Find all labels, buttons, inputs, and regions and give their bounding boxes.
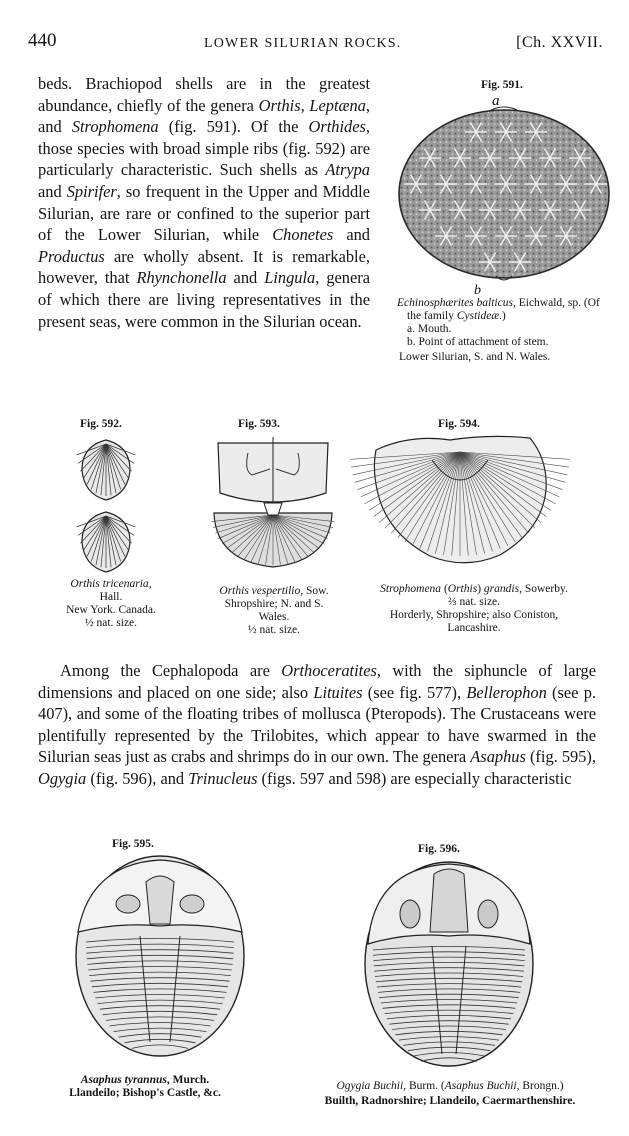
fig-592-orthis-illustration <box>76 436 136 576</box>
fig-593-locality-1: Shropshire; N. and S. <box>224 598 324 610</box>
fig-596-locality: Builth, Radnorshire; Llandeilo, Caermarthenshire. <box>324 1095 576 1107</box>
fig-593-orthis-vespertilio-illustration <box>208 433 338 573</box>
paragraph2-segment: Ogygia <box>38 768 87 788</box>
fig-592-label: Fig. 592. <box>80 418 122 430</box>
fig-594-author: , Sowerby. <box>519 583 568 595</box>
paragraph2-segment: Lituites <box>313 682 363 702</box>
paragraph1-segment: Orthis <box>258 95 301 115</box>
fig-594-locality-1: Horderly, Shropshire; also Coniston, <box>389 609 559 621</box>
fig-591-species-name: Echinosphærites balticus <box>397 297 513 309</box>
paragraph1-segment: , genera of which there are living representatives in the present seas, were common in the Silurian ocean. <box>38 268 370 331</box>
fig-594-species: grandis <box>483 583 520 595</box>
fig-592-size: ½ nat. size. <box>84 617 138 629</box>
fig-595-species: Asaphus tyrannus <box>80 1074 167 1086</box>
paragraph2-segment: Orthoceratites <box>281 661 377 680</box>
paragraph1-segment: Chonetes <box>272 225 334 245</box>
fig-592-species: Orthis tricenaria <box>70 578 149 590</box>
fig-592-author: Hall. <box>99 591 123 603</box>
fig-593-label: Fig. 593. <box>238 418 280 430</box>
fig-591-caption-close: .) <box>499 310 506 322</box>
running-title: LOWER SILURIAN ROCKS. <box>204 36 402 51</box>
paragraph1-segment: and <box>333 225 371 245</box>
chapter-label: [Ch. XXVII. <box>516 34 603 51</box>
page-header <box>28 30 603 56</box>
fig-593-size: ½ nat. size. <box>247 624 301 636</box>
fig-595-caption <box>40 1074 250 1100</box>
fig-594-locality-2: Lancashire. <box>447 622 501 634</box>
paragraph2-segment: Trinucleus <box>188 768 258 788</box>
paragraph1-segment: , so frequent in the Upper and Middle Silurian, are rare or confined to the superior part of the Lower Silurian, while <box>38 181 370 245</box>
paragraph2-segment: (see fig. 577), <box>362 682 467 702</box>
paragraph-2-text <box>38 660 596 790</box>
paragraph2-segment: Bellerophon <box>466 682 547 702</box>
paragraph2-segment: , with the siphuncle of large dimensions and placed on one side; also <box>38 661 596 702</box>
fig-594-strophomena-illustration <box>370 430 555 570</box>
paragraph1-segment: Lingula <box>264 268 316 288</box>
fig-591-family: Cystideæ <box>456 310 499 322</box>
fig-595-asaphus-trilobite-illustration <box>70 852 250 1062</box>
paragraph1-segment: Spirifer <box>66 181 117 201</box>
paragraph2-segment: Among the Cephalopoda are <box>60 661 282 680</box>
paragraph2-segment: (fig. 595), <box>525 747 596 767</box>
fig-596-ogygia-trilobite-illustration <box>360 858 538 1070</box>
fig-591-caption <box>397 297 607 364</box>
fig-591-key-b: b. Point of attachment of stem. <box>407 336 549 348</box>
paragraph1-segment: Productus <box>38 246 105 266</box>
paragraph1-segment: and <box>226 268 265 288</box>
paragraph1-segment: Rhynchonella <box>136 268 227 288</box>
paragraph1-segment: , and <box>38 95 370 137</box>
paragraph1-segment: Leptæna <box>309 95 366 115</box>
fig-593-caption <box>186 585 362 637</box>
paragraph2-segment: Asaphus <box>470 747 526 767</box>
fig-594-genus: Strophomena <box>380 583 442 595</box>
fig-591-key-a: a. Mouth. <box>407 323 452 335</box>
paragraph1-segment: Orthides <box>308 117 366 137</box>
paragraph1-segment: are wholly absent. It is remarkable, however, that <box>38 246 370 288</box>
paragraph1-segment: Strophomena <box>71 117 159 137</box>
fig-592-locality: New York. Canada. <box>66 604 156 616</box>
fig-594-genus-alt: Orthis <box>447 583 478 595</box>
fig-591-caption-rest: , Eichwald, sp. (Of the family <box>407 297 600 322</box>
fig-596-caption <box>300 1080 600 1108</box>
paragraph-brachiopods <box>38 73 370 332</box>
fig-596-species: Ogygia Buchii <box>336 1080 404 1092</box>
fig-593-locality-2: Wales. <box>258 611 290 623</box>
fig-591-label: Fig. 591. <box>481 79 523 91</box>
paragraph2-segment: (fig. 596), and <box>86 768 189 788</box>
fig-593-author: , Sow. <box>300 585 329 597</box>
fig-596-synonym: Asaphus Buchii <box>444 1080 517 1092</box>
fig-592-caption: Orthis tricenaria, Hall. New York. Canada. ½ nat. size. <box>36 578 186 630</box>
fig-593-species: Orthis vespertilio <box>219 585 301 597</box>
paragraph1-segment: Atrypa <box>325 160 370 180</box>
fig-595-author: , Murch. <box>166 1074 210 1086</box>
fig-595-label: Fig. 595. <box>112 838 154 850</box>
paragraph-cephalopoda <box>38 660 596 790</box>
fig-591-echinosphaerites-illustration <box>394 108 614 288</box>
fig-591-mark-a: a <box>492 93 500 109</box>
fig-594-label: Fig. 594. <box>438 418 480 430</box>
page-number: 440 <box>28 30 57 51</box>
paragraph1-segment: , <box>300 95 310 115</box>
fig-594-size: ⅔ nat. size. <box>447 596 501 608</box>
fig-591-locality: Lower Silurian, S. and N. Wales. <box>399 351 551 363</box>
paragraph1-segment: and <box>38 181 67 201</box>
paragraph1-segment: beds. Brachiopod shells are in the greatest abundance, chiefly of the genera <box>38 74 370 115</box>
paragraph2-segment: (figs. 597 and 598) are especially characteristic <box>257 768 572 788</box>
paragraph1-segment: (fig. 591). Of the <box>158 117 309 137</box>
fig-596-label: Fig. 596. <box>418 843 460 855</box>
fig-594-caption: Strophomena (Orthis) grandis, Sowerby. ⅔ nat. size. Horderly, Shropshire; also Coniston, Lancashire. <box>344 583 604 635</box>
fig-591-mark-b: b <box>474 283 481 298</box>
paragraph1-segment: , those species with broad simple ribs (fig. 592) are particularly characteristic. Such shells as <box>38 117 371 180</box>
fig-596-author: , Burm. ( <box>403 1080 445 1092</box>
fig-596-synonym-author: , Brongn.) <box>516 1080 564 1092</box>
paragraph2-segment: (see p. 407), and some of the floating tribes of mollusca (Pteropods). The Crustaceans were plentifully represented by the Trilobites, which appear to have swarmed in the Silurian seas just as crabs and shrimps do in our own. The genera <box>38 682 596 767</box>
paragraph-1-text <box>38 73 370 332</box>
fig-595-locality: Llandeilo; Bishop's Castle, &c. <box>69 1087 221 1099</box>
